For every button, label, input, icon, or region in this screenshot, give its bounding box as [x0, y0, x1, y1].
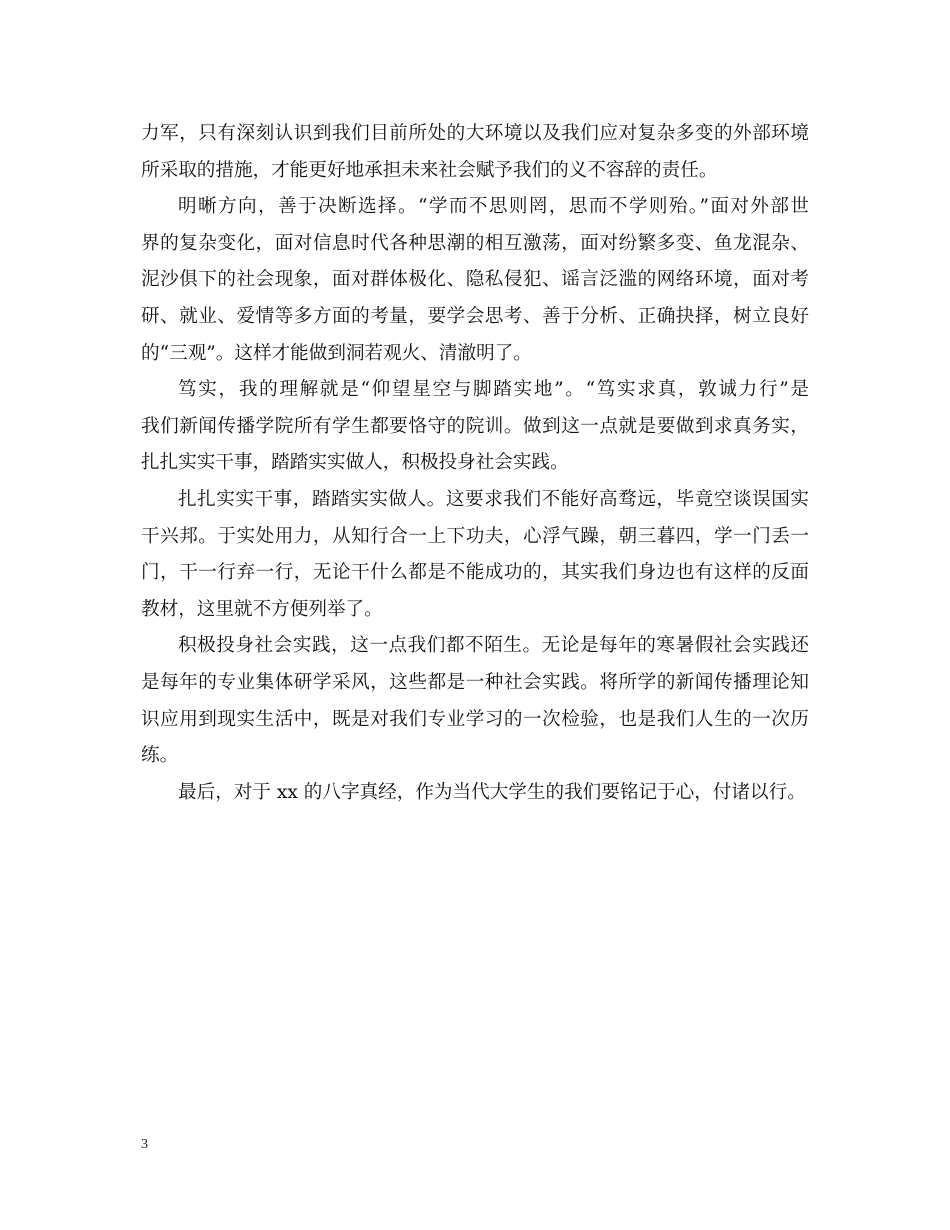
text-line: 泥沙俱下的社会现象，面对群体极化、隐私侵犯、谣言泛滥的网络环境，面对考 — [141, 269, 809, 291]
paragraph — [141, 372, 809, 482]
text-line: 界的复杂变化，面对信息时代各种思潮的相互激荡，面对纷繁多变、鱼龙混杂、 — [141, 232, 809, 254]
paragraph — [141, 482, 809, 628]
text-line: 干兴邦。于实处用力，从知行合一上下功夫，心浮气躁，朝三暮四，学一门丢一 — [141, 525, 809, 547]
text-line: 明晰方向，善于决断选择。“学而不思则罔，思而不学则殆。”面对外部世 — [178, 196, 809, 218]
text-line: 的“三观”。这样才能做到洞若观火、清澈明了。 — [141, 342, 532, 364]
text-line: 最后，对于 xx 的八字真经，作为当代大学生的我们要铭记于心，付诸以行。 — [178, 781, 806, 803]
paragraph — [141, 628, 809, 774]
text-line: 练。 — [141, 745, 179, 767]
paragraph — [141, 189, 809, 372]
text-line: 扎扎实实干事，踏踏实实做人，积极投身社会实践。 — [141, 452, 569, 474]
text-line: 力军，只有深刻认识到我们目前所处的大环境以及我们应对复杂多变的外部环境 — [141, 123, 809, 144]
document-body — [141, 116, 809, 811]
text-line: 教材，这里就不方便列举了。 — [141, 598, 383, 620]
text-line: 积极投身社会实践，这一点我们都不陌生。无论是每年的寒暑假社会实践还 — [178, 635, 809, 657]
text-line: 扎扎实实干事，踏踏实实做人。这要求我们不能好高骛远，毕竟空谈误国实 — [178, 488, 809, 510]
text-line: 研、就业、爱情等多方面的考量，要学会思考、善于分析、正确抉择，树立良好 — [141, 305, 809, 327]
paragraph — [141, 775, 809, 812]
page-number: 3 — [141, 1137, 148, 1152]
text-line: 识应用到现实生活中，既是对我们专业学习的一次检验，也是我们人生的一次历 — [141, 708, 809, 730]
text-line: 我们新闻传播学院所有学生都要恪守的院训。做到这一点就是要做到求真务实， — [141, 415, 809, 437]
text-line: 笃实，我的理解就是“仰望星空与脚踏实地”。“笃实求真，敦诚力行”是 — [178, 379, 809, 401]
text-line: 门，干一行弃一行，无论干什么都是不能成功的，其实我们身边也有这样的反面 — [141, 562, 809, 584]
text-line: 所采取的措施，才能更好地承担未来社会赋予我们的义不容辞的责任。 — [141, 159, 718, 181]
paragraph — [141, 116, 809, 189]
text-line: 是每年的专业集体研学采风，这些都是一种社会实践。将所学的新闻传播理论知 — [141, 671, 809, 693]
